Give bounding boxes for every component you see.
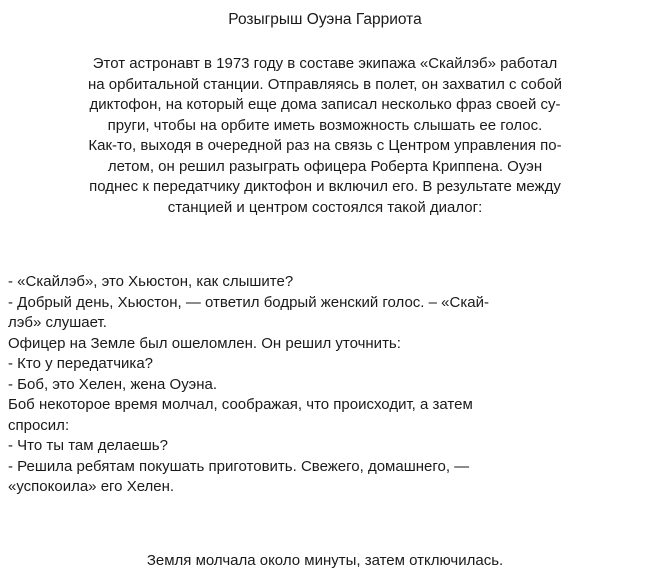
dialog-block: [8, 272, 642, 498]
intro-line: диктофон, на который еще дома записал несколько фраз своей су-: [89, 96, 561, 113]
intro-line: на орбитальной станции. Отправляясь в полет, он захватил с собой: [87, 75, 563, 93]
intro-line: пруги, чтобы на орбите иметь возможность слышать ее голос.: [107, 116, 543, 134]
dialog-line: - Кто у передатчика?: [8, 355, 154, 372]
dialog-line: - Добрый день, Хьюстон, — ответил бодрый женский голос. – «Скай-: [8, 293, 489, 311]
closing-line: Земля молчала около минуты, затем отключилась.: [146, 552, 504, 569]
intro-line: поднес к передатчику диктофон и включил его. В результате между: [89, 178, 561, 195]
dialog-line: - Боб, это Хелен, жена Оуэна.: [8, 375, 217, 393]
dialog-line: - Что ты там делаешь?: [8, 437, 168, 454]
dialog-line: спросил:: [8, 416, 70, 434]
intro-line: Как-то, выходя в очередной раз на связь с Центром управления по-: [88, 137, 562, 154]
dialog-line: «успокоила» его Хелен.: [8, 478, 175, 495]
dialog-line: - «Скайлэб», это Хьюстон, как слышите?: [8, 273, 294, 290]
dialog-line: Офицер на Земле был ошеломлен. Он решил уточнить:: [8, 334, 401, 352]
dialog-line: Боб некоторое время молчал, соображая, что происходит, а затем: [8, 396, 473, 413]
dialog-line: - Решила ребятам покушать приготовить. Свежего, домашнего, —: [8, 457, 470, 475]
intro-line: станцией и центром состоялся такой диалог:: [167, 198, 483, 216]
dialog-line: лэб» слушает.: [8, 314, 107, 331]
article-title: Розыгрыш Оуэна Гарриота: [228, 11, 422, 28]
intro-line: летом, он решил разыграть офицера Роберта Криппена. Оуэн: [107, 157, 543, 175]
intro-paragraph: [8, 54, 642, 218]
intro-line: Этот астронавт в 1973 году в составе экипажа «Скайлэб» работал: [92, 55, 558, 72]
